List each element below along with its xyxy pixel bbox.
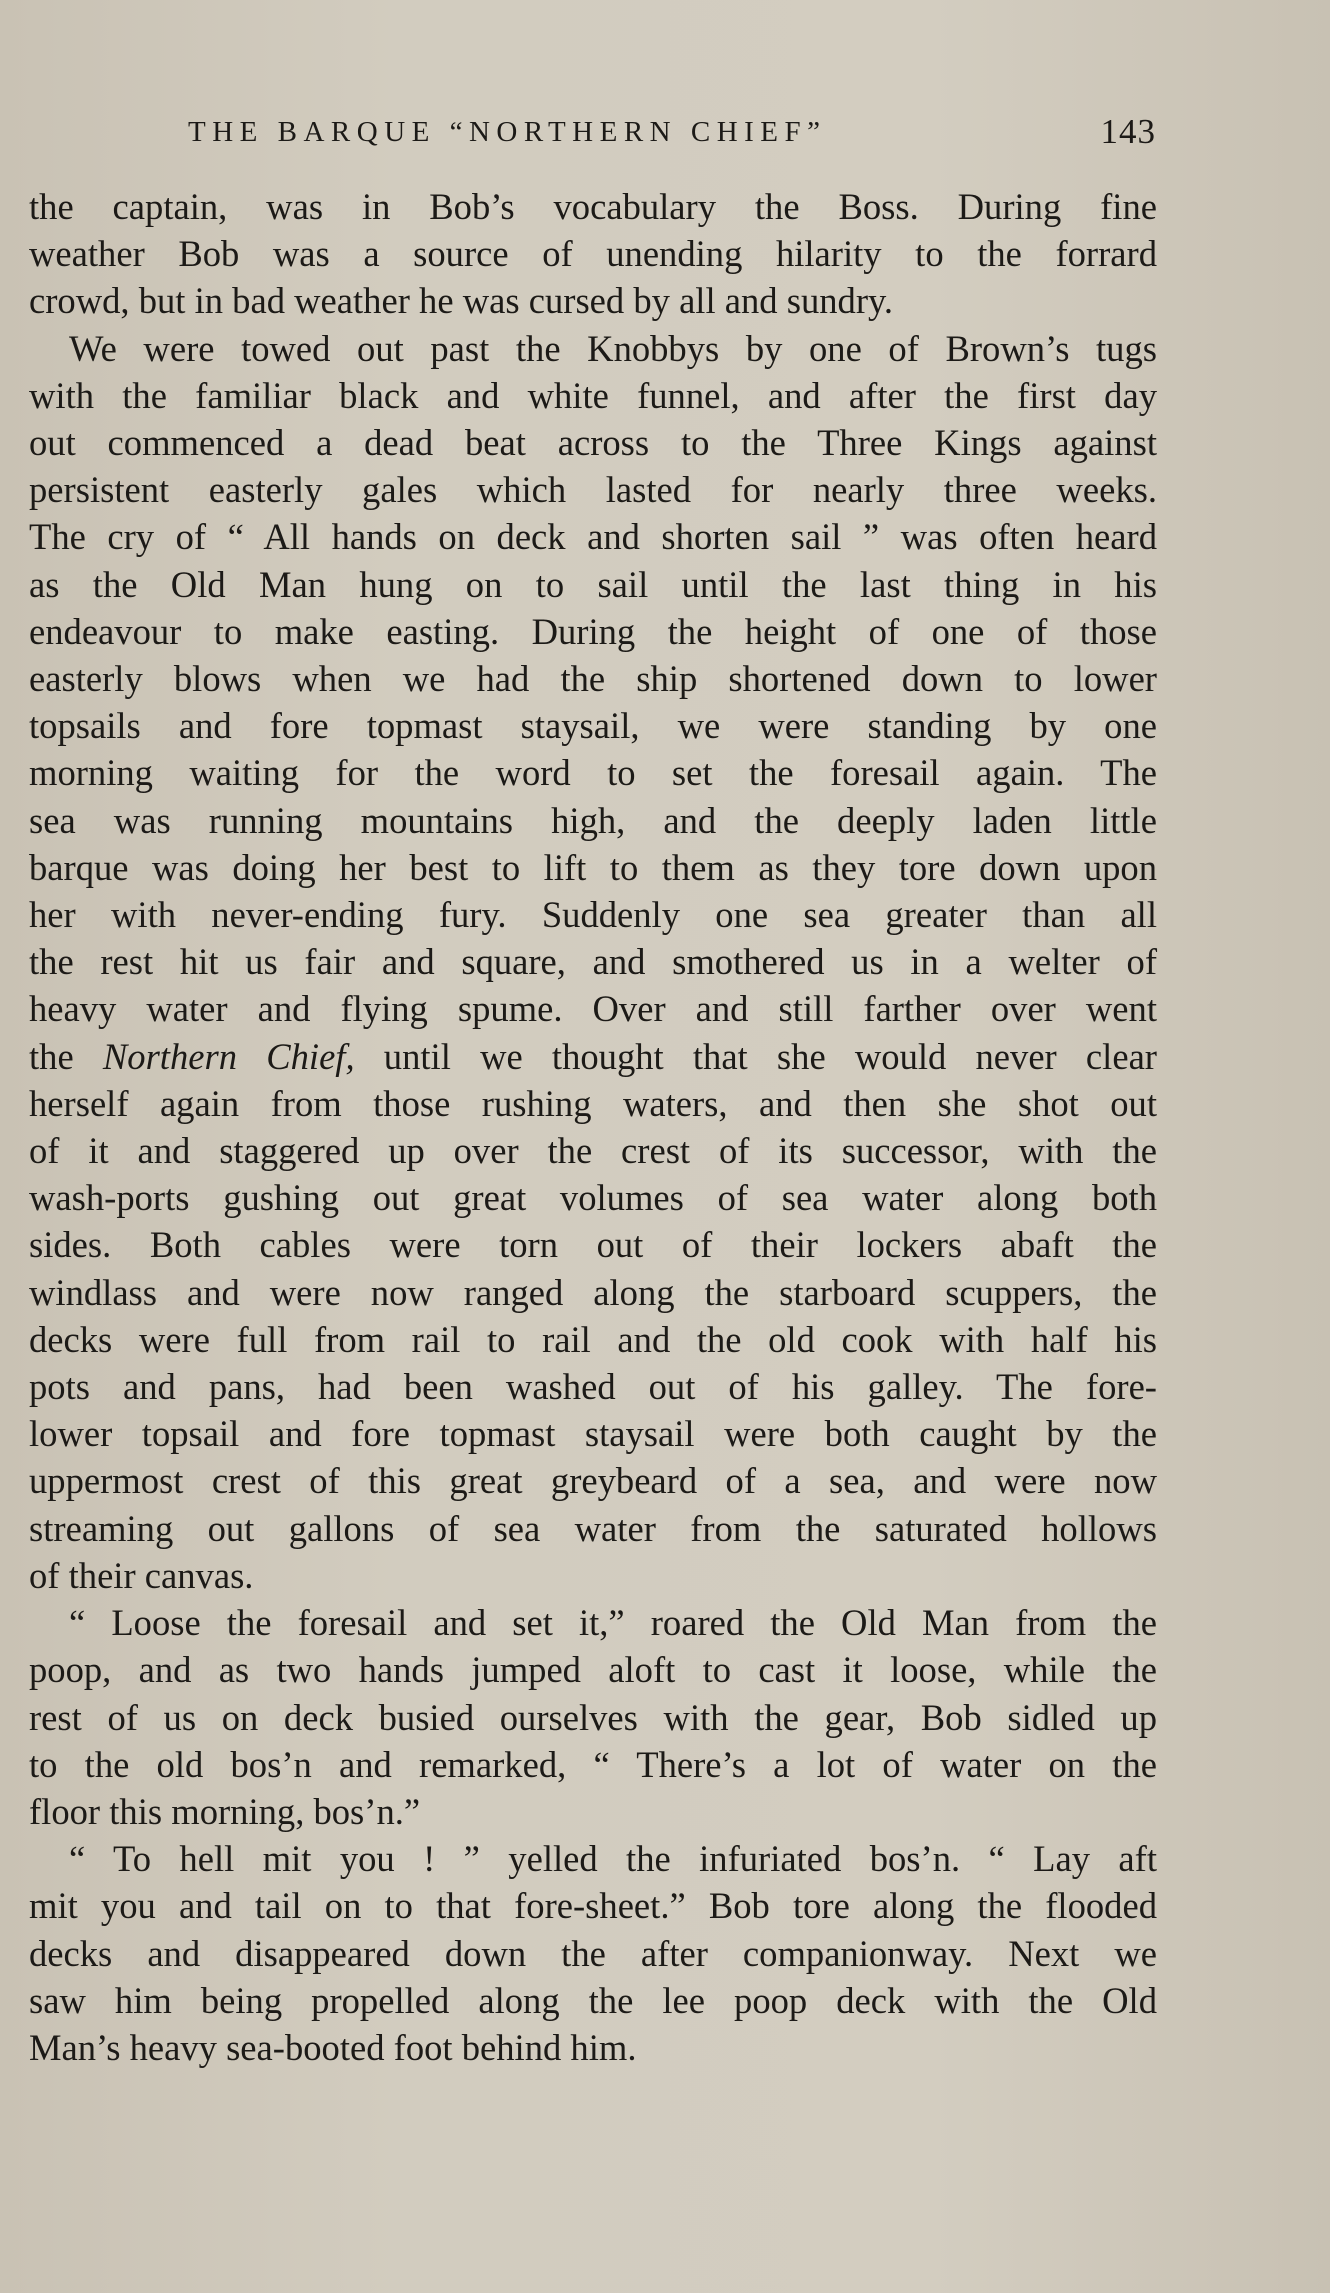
text-line: her with never-ending fury. Suddenly one sea greater than all — [29, 894, 1157, 936]
text-line: weather Bob was a source of unending hilarity to the forrard — [29, 233, 1157, 275]
text-line: streaming out gallons of sea water from the saturated hollows — [29, 1507, 1157, 1549]
text-line: easterly blows when we had the ship shortened down to lower — [29, 658, 1157, 700]
text-line: decks and disappeared down the after companionway. Next we — [29, 1932, 1157, 1974]
text-line: rest of us on deck busied ourselves with the gear, Bob sidled up — [29, 1696, 1157, 1738]
paragraph-3 — [29, 1599, 1157, 1835]
text-line: of their canvas. — [29, 1554, 254, 1596]
text-fragment: the — [29, 1035, 103, 1077]
text-line: the captain, was in Bob’s vocabulary the Boss. During fine — [29, 186, 1157, 227]
paragraph-2 — [29, 325, 1157, 1599]
text-line: herself again from those rushing waters, and then she shot out — [29, 1082, 1157, 1124]
text-line: We were towed out past the Knobbys by one of Brown’s tugs — [69, 327, 1157, 369]
page-number: 143 — [1100, 112, 1156, 151]
text-line: persistent easterly gales which lasted for nearly three weeks. — [29, 469, 1157, 511]
text-line: “ Loose the foresail and set it,” roared the Old Man from the — [69, 1602, 1157, 1644]
text-line: mit you and tail on to that fore-sheet.” Bob tore along the flooded — [29, 1885, 1157, 1927]
ship-name: Northern Chief, — [102, 1035, 355, 1077]
text-line: lower topsail and fore topmast staysail were both caught by the — [29, 1413, 1157, 1455]
text-line: of it and staggered up over the crest of its successor, with the — [29, 1130, 1157, 1172]
paragraph-1 — [29, 183, 1157, 325]
text-line: with the familiar black and white funnel, and after the first day — [29, 374, 1157, 416]
text-line: The cry of “ All hands on deck and shorten sail ” was often heard — [29, 516, 1157, 558]
text-line: decks were full from rail to rail and the old cook with half his — [29, 1318, 1157, 1360]
text-line: “ To hell mit you ! ” yelled the infuriated bos’n. “ Lay aft — [69, 1838, 1157, 1880]
text-line: poop, and as two hands jumped aloft to cast it loose, while the — [29, 1649, 1157, 1691]
text-line: topsails and fore topmast staysail, we were standing by one — [29, 705, 1157, 747]
text-line: sea was running mountains high, and the deeply laden little — [29, 799, 1157, 841]
running-head-title: THE BARQUE “NORTHERN CHIEF” — [188, 116, 827, 148]
text-line: wash-ports gushing out great volumes of sea water along both — [29, 1177, 1157, 1219]
text-line: saw him being propelled along the lee poop deck with the Old — [29, 1979, 1157, 2021]
text-line: heavy water and flying spume. Over and still farther over went — [29, 988, 1157, 1030]
text-line: endeavour to make easting. During the height of one of those — [29, 610, 1157, 652]
text-line: out commenced a dead beat across to the Three Kings against — [29, 422, 1157, 464]
running-head — [188, 110, 1156, 154]
text-line: morning waiting for the word to set the foresail again. The — [29, 752, 1157, 794]
paragraph-4 — [29, 1835, 1157, 2071]
text-line: crowd, but in bad weather he was cursed by all and sundry. — [29, 280, 894, 322]
text-line-with-ship-name — [29, 1033, 1157, 1080]
text-line: Man’s heavy sea-booted foot behind him. — [29, 2026, 637, 2068]
text-line: as the Old Man hung on to sail until the last thing in his — [29, 563, 1157, 605]
text-line: floor this morning, bos’n.” — [29, 1790, 421, 1832]
text-line: the rest hit us fair and square, and smothered us in a welter of — [29, 941, 1157, 983]
text-line: barque was doing her best to lift to them as they tore down upon — [29, 846, 1157, 888]
text-line: windlass and were now ranged along the starboard scuppers, the — [29, 1271, 1157, 1313]
text-fragment: until we thought that she would never clear — [354, 1035, 1157, 1077]
text-line: uppermost crest of this great greybeard of a sea, and were now — [29, 1460, 1157, 1502]
text-line: sides. Both cables were torn out of their lockers abaft the — [29, 1224, 1157, 1266]
text-line: pots and pans, had been washed out of his galley. The fore- — [29, 1366, 1157, 1408]
body-text — [29, 183, 1157, 2071]
text-line: to the old bos’n and remarked, “ There’s a lot of water on the — [29, 1743, 1157, 1785]
